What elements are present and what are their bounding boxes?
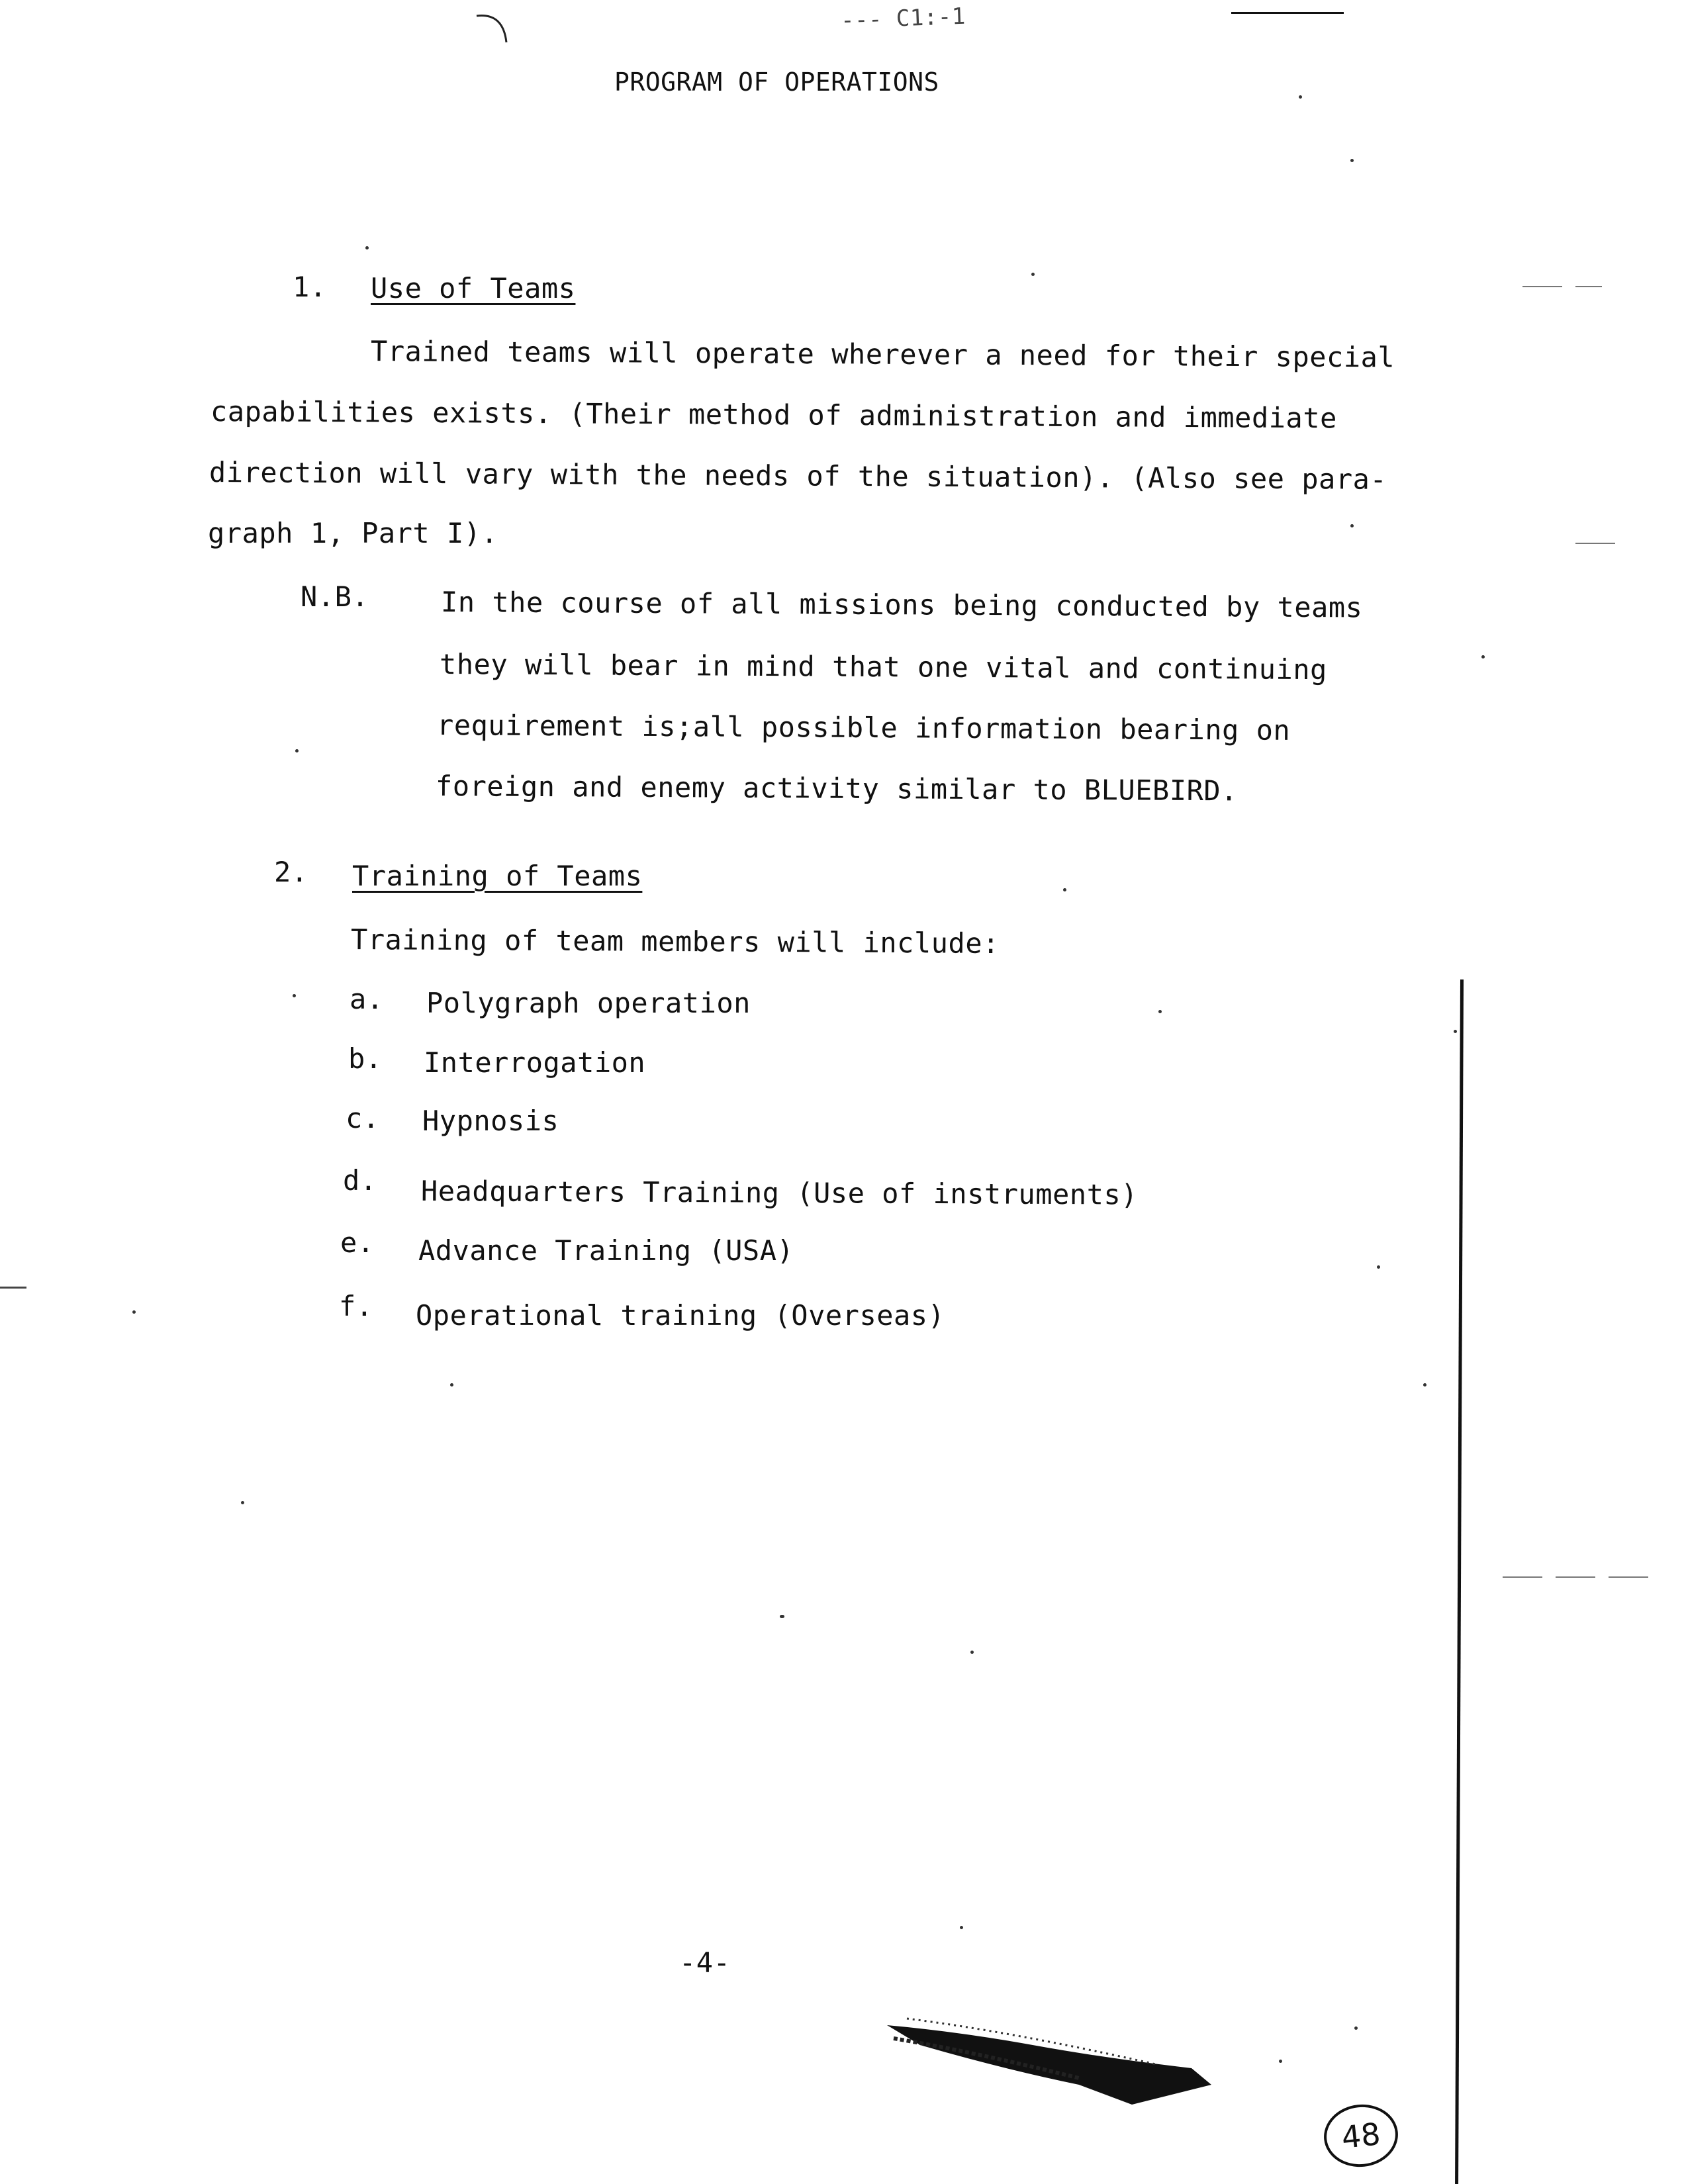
speck (1423, 1383, 1427, 1387)
section1-number: 1. (293, 271, 327, 303)
scan-dash (1575, 286, 1602, 287)
speck (1299, 95, 1302, 99)
speck (1031, 273, 1035, 276)
speck (132, 1310, 136, 1314)
nb-line-1: In the course of all missions being conducted by teams (440, 586, 1363, 624)
list-item-text: Hypnosis (422, 1105, 559, 1137)
speck (1377, 1265, 1380, 1269)
scan-mark-arc (473, 9, 513, 49)
page-title: PROGRAM OF OPERATIONS (614, 68, 939, 97)
section1-line-2: capabilities exists. (Their method of administration and immediate (210, 395, 1338, 435)
speck (1279, 2060, 1282, 2063)
scan-dash (1556, 1576, 1595, 1578)
top-mark: --- C1:-1 (840, 3, 966, 34)
speck (970, 1651, 974, 1654)
speck (1063, 888, 1066, 891)
section1-line-1: Trained teams will operate wherever a need for their special (370, 335, 1395, 374)
nb-line-3: requirement is;all possible information bearing on (436, 709, 1291, 747)
list-item-text: Headquarters Training (Use of instruments) (420, 1175, 1139, 1211)
nb-line-4: foreign and enemy activity similar to BLUEBIRD. (435, 770, 1239, 807)
list-item-text: Polygraph operation (426, 987, 751, 1019)
speck (450, 1383, 453, 1387)
speck (780, 1615, 783, 1618)
section2-intro: Training of team members will include: (350, 923, 1000, 960)
section1-line-3: direction will vary with the needs of the situation). (Also see para- (209, 456, 1387, 496)
circled-page-number: 48 (1321, 2101, 1401, 2170)
speck (1454, 1030, 1457, 1033)
speck (293, 994, 296, 997)
list-item-text: Operational training (Overseas) (416, 1299, 945, 1332)
nb-line-2: they will bear in mind that one vital and continuing (439, 648, 1328, 686)
list-item-letter: b. (348, 1042, 383, 1075)
scan-dash (1522, 286, 1562, 287)
scan-dash (1503, 1576, 1542, 1578)
speck (1481, 655, 1485, 659)
speck (365, 246, 369, 250)
scan-dash (1609, 1576, 1648, 1578)
list-item-letter: d. (343, 1164, 377, 1197)
speck (241, 1501, 244, 1504)
list-item-text: Advance Training (USA) (418, 1234, 794, 1267)
scan-edge-line (1455, 979, 1464, 2184)
scan-mark-top-right (1231, 12, 1344, 14)
scan-dash (0, 1287, 26, 1289)
speck (1350, 524, 1354, 527)
list-item-letter: f. (339, 1290, 373, 1322)
list-item-text: Interrogation (424, 1046, 646, 1079)
section1-heading: Use of Teams (371, 272, 576, 304)
section2-number: 2. (274, 856, 308, 888)
section2-heading: Training of Teams (352, 860, 643, 892)
speck (1350, 159, 1354, 162)
speck (295, 749, 299, 752)
nb-label: N.B. (301, 580, 369, 613)
speck (960, 1926, 963, 1929)
list-item-letter: a. (350, 983, 384, 1015)
list-item-letter: c. (346, 1102, 380, 1134)
redaction-smear (880, 2005, 1225, 2111)
section1-line-4: graph 1, Part I). (208, 517, 498, 549)
list-item-letter: e. (340, 1226, 375, 1259)
speck (1158, 1010, 1162, 1013)
speck (1354, 2026, 1358, 2030)
page-number: -4- (679, 1946, 731, 1979)
scan-dash (1575, 543, 1615, 544)
